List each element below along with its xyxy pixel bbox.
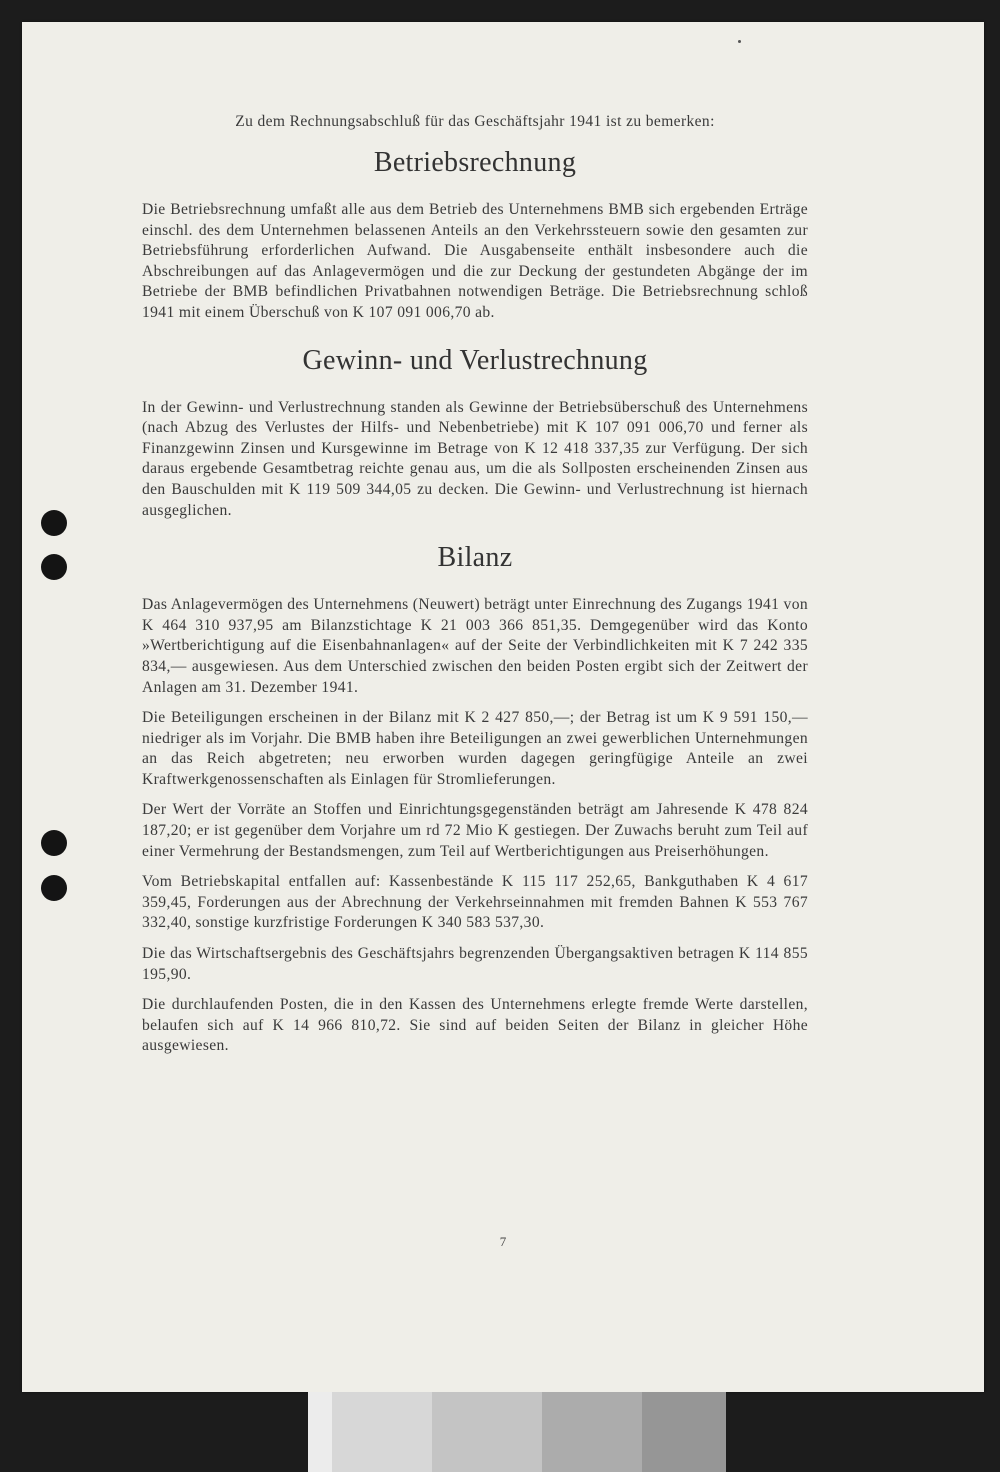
gray-patch-3 bbox=[432, 1392, 542, 1472]
gray-patch-1 bbox=[308, 1392, 332, 1472]
heading-bilanz: Bilanz bbox=[437, 542, 513, 574]
heading-gewinn-verlust: Gewinn- und Verlustrechnung bbox=[302, 344, 648, 376]
gray-patch-4 bbox=[542, 1392, 642, 1472]
paragraph-bilanz-1: Das Anlagevermögen des Unternehmens (Neuwert) beträgt unter Einrechnung des Zugangs 1941 von K 464 310 937,95 am Bilanzstichtage K 21 003 366 851,35. Demgegenüber wird das Konto »Wertberichtigung auf die Eisenbahnanlagen« auf der Seite der Verbindlichkeiten mit K 7 242 335 834,— ausgewiesen. Aus dem Unterschied zwischen den beiden Posten ergibt sich der Zeitwert der Anlagen am 31. Dezember 1941. bbox=[142, 596, 808, 696]
punch-hole-2 bbox=[41, 554, 67, 580]
punch-hole-1 bbox=[41, 510, 67, 536]
speck-mark bbox=[738, 40, 741, 43]
paragraph-bilanz-6: Die durchlaufenden Posten, die in den Kassen des Unternehmens erlegte fremde Werte darstellen, belaufen sich auf K 14 966 810,72. Sie sind auf beiden Seiten der Bilanz in gleicher Höhe ausgewiesen. bbox=[142, 996, 808, 1055]
paragraph-bilanz-2: Die Beteiligungen erscheinen in der Bilanz mit K 2 427 850,—; der Betrag ist um K 9 591 150,— niedriger als im Vorjahr. Die BMB haben ihre Beteiligungen an zwei gewerblichen Unternehmungen an das Reich abgetreten; neu erworben wurden dagegen geringfügige Anteile an zwei Kraftwerkgenossenschaften als Einlagen für Stromlieferungen. bbox=[142, 709, 808, 788]
paragraph-bilanz-5: Die das Wirtschaftsergebnis des Geschäftsjahrs begrenzenden Übergangsaktiven betragen K 114 855 195,90. bbox=[142, 945, 808, 983]
paragraph-gewinn-1: In der Gewinn- und Verlustrechnung standen als Gewinne der Betriebsüberschuß des Unternehmens (nach Abzug des Verlustes der Hilfs- und Nebenbetriebe) mit K 107 091 006,70 und ferner als Finanzgewinn Zinsen und Kursgewinne im Betrage von K 12 418 337,35 zur Verfügung. Der sich daraus ergebende Gesamtbetrag reichte genau aus, um die als Sollposten erscheinenden Zinsen aus den Bauschulden mit K 119 509 344,05 zu decken. Die Gewinn- und Verlustrechnung ist hiernach ausgeglichen. bbox=[142, 398, 808, 519]
page-number: 7 bbox=[499, 1234, 507, 1249]
gray-patch-2 bbox=[332, 1392, 432, 1472]
document-page bbox=[22, 22, 984, 1392]
heading-betriebsrechnung: Betriebsrechnung bbox=[373, 147, 577, 178]
punch-hole-3 bbox=[41, 830, 67, 856]
punch-hole-4 bbox=[41, 875, 67, 901]
document-body bbox=[142, 112, 808, 1067]
paragraph-betrieb-1: Die Betriebsrechnung umfaßt alle aus dem Betrieb des Unternehmens BMB sich ergebenden Erträge einschl. des dem Unternehmen belassenen Anteils an den Verkehrssteuern sowie den gesamten zur Betriebsführung erforderlichen Aufwand. Die Ausgabenseite enthält insbesondere auch die Abschreibungen auf das Anlagevermögen und die zur Deckung der gestundeten Abgänge der im Betriebe der BMB befindlichen Privatbahnen notwendigen Beträge. Die Betriebsrechnung schloß 1941 mit einem Überschuß von K 107 091 006,70 ab. bbox=[142, 201, 808, 321]
scan-gray-scale-strip bbox=[308, 1392, 726, 1472]
paragraph-bilanz-4: Vom Betriebskapital entfallen auf: Kassenbestände K 115 117 252,65, Bankguthaben K 4 617 359,45, Forderungen aus der Abrechnung der Verkehrseinnahmen mit fremden Bahnen K 553 767 332,40, sonstige kurzfristige Forderungen K 340 583 537,30. bbox=[142, 873, 808, 932]
intro-line: Zu dem Rechnungsabschluß für das Geschäftsjahr 1941 ist zu bemerken: bbox=[235, 113, 715, 130]
gray-patch-5 bbox=[642, 1392, 726, 1472]
paragraph-bilanz-3: Der Wert der Vorräte an Stoffen und Einrichtungsgegenständen beträgt am Jahresende K 478 824 187,20; er ist gegenüber dem Vorjahre um rd 72 Mio K gestiegen. Der Zuwachs beruht zum Teil auf einer Vermehrung der Bestandsmengen, zum Teil auf Wertberichtigungen aus Preiserhöhungen. bbox=[142, 801, 808, 860]
